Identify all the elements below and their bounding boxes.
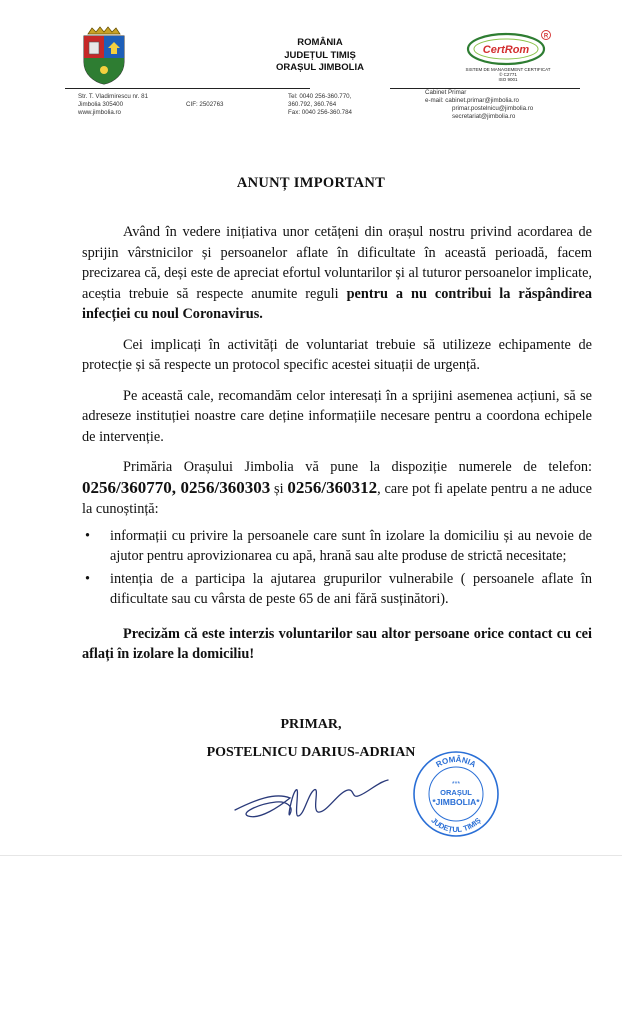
bullet-item-1 <box>82 526 592 567</box>
paragraph-4 <box>82 457 592 520</box>
tel-line-2: 360.792, 360.764 <box>288 101 337 108</box>
paragraph-1-text: Având în vedere inițiativa unor cetățeni din orașul nostru privind acordarea de sprijin vârstnicilor și persoanelor aflate în dificultate în această perioadă, facem precizarea că, deși este de apreciat efortul voluntarilor și al tuturor persoanelor implicate, aceștia trebuie să respecte anumite reguli <box>82 224 592 302</box>
header-county: JUDEȚUL TIMIȘ <box>284 49 356 61</box>
stamp-top-text: ROMÂNIA <box>434 754 478 770</box>
bullet-item-2 <box>82 569 592 610</box>
phone-block <box>288 93 352 117</box>
bullet-item-1-text: informații cu privire la persoanele care sunt în izolare la domiciliu și au nevoie de ajutor pentru aprovizionarea cu apă, hrană sau alte produse de strictă necesitate; <box>110 527 592 564</box>
website-link[interactable]: www.jimbolia.ro <box>78 109 121 116</box>
paragraph-4-outro: , care pot fi apelate pentru a ne aduce la cunoștință: <box>82 480 593 517</box>
phone-number-2: 0256/360303 <box>180 477 271 497</box>
page-edge-divider <box>0 855 622 856</box>
signatory-role: PRIMAR, <box>280 717 342 732</box>
stamp-city-name: *JIMBOLIA* <box>432 797 480 807</box>
bullet-icon: • <box>85 527 91 544</box>
email-block <box>425 89 533 121</box>
email-link-1[interactable]: e-mail: cabinet.primar@jimbolia.ro <box>425 97 519 104</box>
paragraph-1-emphasis: pentru a nu contribui la răspândirea infecției cu noul Coronavirus. <box>82 285 592 322</box>
certrom-brand: CertRom <box>482 44 530 56</box>
address-postal: Jimbolia 305400 <box>78 101 124 108</box>
paragraph-1 <box>82 222 592 325</box>
cert-line-1: SISTEM DE MANAGEMENT CERTIFICAT <box>465 67 551 72</box>
header-city: ORAȘUL JIMBOLIA <box>276 62 364 73</box>
email-link-2[interactable]: primar.postelnicu@jimbolia.ro <box>452 105 534 112</box>
address-street: Str. T. Vladimirescu nr. 81 <box>78 93 149 100</box>
address-block <box>78 93 148 117</box>
fax-line: Fax: 0040 256-360.784 <box>288 109 352 116</box>
paragraph-3: Pe această cale, recomandăm celor interesați în a sprijini asemenea acțiuni, să se adreseze instituției noastre care deține informațiile necesare pentru a coordona echipele de intervenție. <box>82 387 592 445</box>
closing-paragraph: Precizăm că este interzis voluntarilor sau altor persoane orice contact cu cei aflați în izolare la domiciliu! <box>82 625 592 662</box>
phone-number-3: 0256/360312 <box>287 477 378 497</box>
cif-text: CIF: 2502763 <box>186 101 224 108</box>
document-title: ANUNȚ IMPORTANT <box>236 175 386 191</box>
registered-mark: R <box>543 33 549 40</box>
bullet-list <box>82 526 592 610</box>
signatory-name: POSTELNICU DARIUS-ADRIAN <box>206 745 416 760</box>
paragraph-4-intro: Primăria Orașului Jimbolia vă pune la dispoziție numerele de telefon: <box>123 459 592 475</box>
cert-line-2: © C2771 <box>499 72 517 78</box>
cabinet-label: Cabinet Primar <box>425 89 467 96</box>
coat-of-arms-icon <box>78 26 130 86</box>
handwritten-signature-icon <box>225 772 405 832</box>
official-stamp-icon <box>410 748 502 840</box>
document-body <box>82 222 592 675</box>
paragraph-2: Cei implicați în activități de voluntariat trebuie să utilizeze echipamente de protecție și să respecte un protocol specific acestei situații de urgență. <box>82 336 592 373</box>
certrom-badge-icon <box>460 27 556 67</box>
stamp-city-label: ORAȘUL <box>440 788 472 797</box>
bullet-item-2-text: intenția de a participa la ajutarea grupurilor vulnerabile ( persoanele aflate în dificultate sau cu vârsta de peste 65 de ani fără susținători). <box>110 570 592 607</box>
tel-line-1: Tel: 0040 256-360.770, <box>288 93 352 100</box>
header-country: ROMÂNIA <box>297 37 343 48</box>
header-title-block <box>250 37 390 75</box>
phone-number-1: 0256/360770 <box>82 477 172 497</box>
phone-separator-1: , <box>171 477 181 497</box>
stamp-stars: *** <box>451 781 461 788</box>
phone-separator-2: și <box>270 480 288 497</box>
stamp-bottom-text: JUDEȚUL TIMIȘ <box>429 815 483 835</box>
bullet-icon: • <box>85 570 91 587</box>
email-link-3[interactable]: secretariat@jimbolia.ro <box>452 113 516 120</box>
header-rule-left <box>65 88 310 89</box>
certrom-logo <box>460 27 556 83</box>
cert-line-3: ISO 9001 <box>498 77 518 83</box>
